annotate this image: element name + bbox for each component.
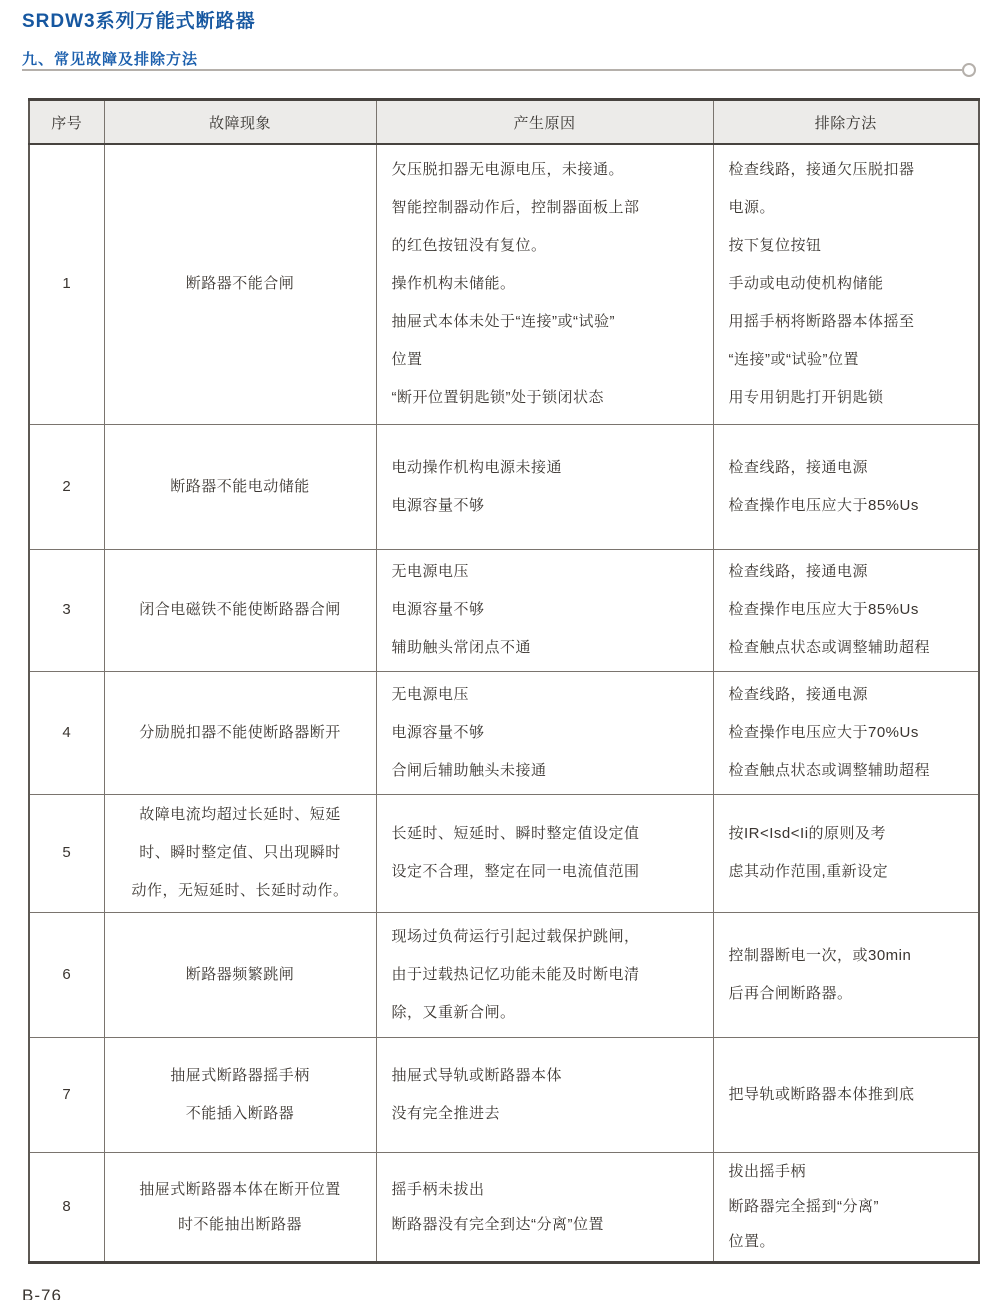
cell-text-line: 6 (62, 965, 72, 983)
cell-text-line: 位置。 (728, 1233, 776, 1250)
cell-remedy (713, 671, 979, 794)
cell-text-line: 摇手柄未拔出 (391, 1180, 485, 1198)
cell-text-line: 动作，无短延时、长延时动作。 (131, 882, 349, 899)
cell-text-line: 除，又重新合闸。 (391, 1003, 516, 1021)
cell-text-line: 5 (62, 844, 72, 861)
table-row (29, 912, 979, 1037)
cell-remedy (713, 424, 979, 549)
table-row (29, 144, 979, 424)
cell-remedy (713, 1037, 979, 1152)
cell-text-line: 电动操作机构电源未接通 (391, 458, 563, 476)
column-header-no: 序号 (29, 100, 104, 145)
section-title: 九、常见故障及排除方法 (22, 51, 199, 68)
cell-text-line: 4 (62, 723, 72, 741)
page-title: SRDW3系列万能式断路器 (22, 11, 256, 32)
cell-text-line: 电源容量不够 (391, 601, 485, 618)
cell-text-line: 2 (62, 477, 72, 495)
cell-symptom (104, 671, 376, 794)
fault-troubleshooting-table (28, 98, 980, 1264)
cell-text-line: “断开位置钥匙锁”处于锁闭状态 (391, 389, 604, 407)
table-row (29, 794, 979, 912)
cell-text-line: 电源。 (728, 199, 776, 217)
table-header-row (29, 100, 979, 145)
cell-text-line: 按下复位按钮 (728, 237, 822, 255)
cell-text-line: 断路器不能电动储能 (170, 477, 310, 495)
cell-text-line: 故障电流均超过长延时、短延 (139, 806, 341, 823)
cell-text-line: 虑其动作范围,重新设定 (728, 863, 889, 880)
cell-row-number (29, 794, 104, 912)
cell-text-line: 用摇手柄将断路器本体摇至 (728, 313, 915, 331)
cell-text-line: 按IR<Isd<Ii的原则及考 (728, 825, 887, 842)
cell-symptom (104, 1037, 376, 1152)
cell-text-line: 手动或电动使机构储能 (728, 275, 884, 293)
cell-text-line: 没有完全推进去 (391, 1104, 501, 1122)
cell-symptom (104, 1152, 376, 1262)
cell-cause (376, 912, 713, 1037)
cell-text-line: 不能插入断路器 (185, 1104, 295, 1122)
cell-text-line: 检查线路，接通电源 (728, 458, 869, 476)
cell-text-line: 抽屉式断路器摇手柄 (170, 1066, 310, 1084)
cell-text-line: 检查操作电压应大于85%Us (728, 496, 919, 514)
cell-symptom (104, 549, 376, 671)
cell-remedy (713, 912, 979, 1037)
cell-text-line: 时、瞬时整定值、只出现瞬时 (139, 844, 341, 861)
cell-text-line: 8 (62, 1198, 72, 1215)
divider-end-circle-icon (962, 63, 976, 77)
cell-row-number (29, 1037, 104, 1152)
cell-text-line: 操作机构未储能。 (391, 275, 516, 293)
cell-text-line: 断路器频繁跳闸 (185, 965, 295, 983)
cell-text-line: 闭合电磁铁不能使断路器合闸 (139, 601, 341, 618)
cell-text-line: 抽屉式导轨或断路器本体 (391, 1066, 563, 1084)
cell-text-line: 电源容量不够 (391, 496, 485, 514)
cell-text-line: 7 (62, 1085, 72, 1103)
cell-text-line: 检查操作电压应大于85%Us (728, 601, 919, 618)
cell-cause (376, 671, 713, 794)
cell-text-line: 后再合闸断路器。 (728, 984, 853, 1002)
cell-cause (376, 1152, 713, 1262)
cell-row-number (29, 671, 104, 794)
cell-remedy (713, 144, 979, 424)
column-header-cause: 产生原因 (376, 100, 713, 145)
cell-text-line: 抽屉式本体未处于“连接”或“试验” (391, 313, 615, 331)
cell-symptom (104, 424, 376, 549)
cell-text-line: 检查线路，接通电源 (728, 563, 869, 580)
cell-text-line: 检查线路，接通欠压脱扣器 (728, 161, 915, 179)
cell-text-line: 用专用钥匙打开钥匙锁 (728, 389, 884, 407)
cell-text-line: 无电源电压 (391, 685, 470, 703)
cell-text-line: 电源容量不够 (391, 723, 485, 741)
cell-text-line: 断路器不能合闸 (185, 275, 295, 293)
cell-text-line: 无电源电压 (391, 563, 470, 580)
table-row (29, 1152, 979, 1262)
cell-row-number (29, 549, 104, 671)
cell-row-number (29, 912, 104, 1037)
section-divider-line (22, 69, 962, 71)
cell-text-line: 智能控制器动作后，控制器面板上部 (391, 199, 640, 217)
cell-text-line: 把导轨或断路器本体推到底 (728, 1085, 915, 1103)
table-row (29, 671, 979, 794)
cell-row-number (29, 144, 104, 424)
cell-text-line: 检查线路，接通电源 (728, 685, 869, 703)
cell-text-line: 合闸后辅助触头未接通 (391, 761, 547, 779)
cell-row-number (29, 424, 104, 549)
cell-text-line: 设定不合理，整定在同一电流值范围 (391, 863, 640, 880)
column-header-remedy: 排除方法 (713, 100, 979, 145)
column-header-symptom: 故障现象 (104, 100, 376, 145)
cell-symptom (104, 912, 376, 1037)
cell-text-line: 时不能抽出断路器 (177, 1215, 302, 1233)
cell-text-line: 辅助触头常闭点不通 (391, 639, 532, 656)
cell-text-line: 断路器完全摇到“分离” (728, 1198, 879, 1215)
cell-text-line: 抽屉式断路器本体在断开位置 (139, 1180, 341, 1198)
cell-text-line: 长延时、短延时、瞬时整定值设定值 (391, 825, 640, 842)
cell-row-number (29, 1152, 104, 1262)
cell-cause (376, 1037, 713, 1152)
cell-text-line: 拔出摇手柄 (728, 1163, 807, 1180)
page-number: B-76 (22, 1286, 62, 1300)
cell-remedy (713, 794, 979, 912)
cell-symptom (104, 794, 376, 912)
cell-text-line: 1 (62, 275, 72, 293)
cell-remedy (713, 1152, 979, 1262)
cell-cause (376, 424, 713, 549)
cell-cause (376, 144, 713, 424)
table-row (29, 1037, 979, 1152)
cell-text-line: 分励脱扣器不能使断路器断开 (139, 723, 341, 741)
cell-text-line: 检查触点状态或调整辅助超程 (728, 639, 931, 656)
cell-text-line: 3 (62, 601, 72, 618)
cell-text-line: 检查操作电压应大于70%Us (728, 723, 919, 741)
fault-table-body (29, 144, 979, 1262)
cell-cause (376, 549, 713, 671)
cell-text-line: 的红色按钮没有复位。 (391, 237, 547, 255)
cell-text-line: 检查触点状态或调整辅助超程 (728, 761, 931, 779)
cell-text-line: “连接”或“试验”位置 (728, 351, 859, 369)
cell-text-line: 由于过载热记忆功能未能及时断电清 (391, 965, 640, 983)
cell-cause (376, 794, 713, 912)
cell-text-line: 现场过负荷运行引起过载保护跳闸， (391, 927, 640, 945)
cell-remedy (713, 549, 979, 671)
cell-text-line: 控制器断电一次，或30min (728, 946, 912, 964)
table-row (29, 424, 979, 549)
cell-symptom (104, 144, 376, 424)
cell-text-line: 欠压脱扣器无电源电压，未接通。 (391, 161, 625, 179)
cell-text-line: 断路器没有完全到达“分离”位置 (391, 1215, 604, 1233)
table-row (29, 549, 979, 671)
cell-text-line: 位置 (391, 351, 423, 369)
